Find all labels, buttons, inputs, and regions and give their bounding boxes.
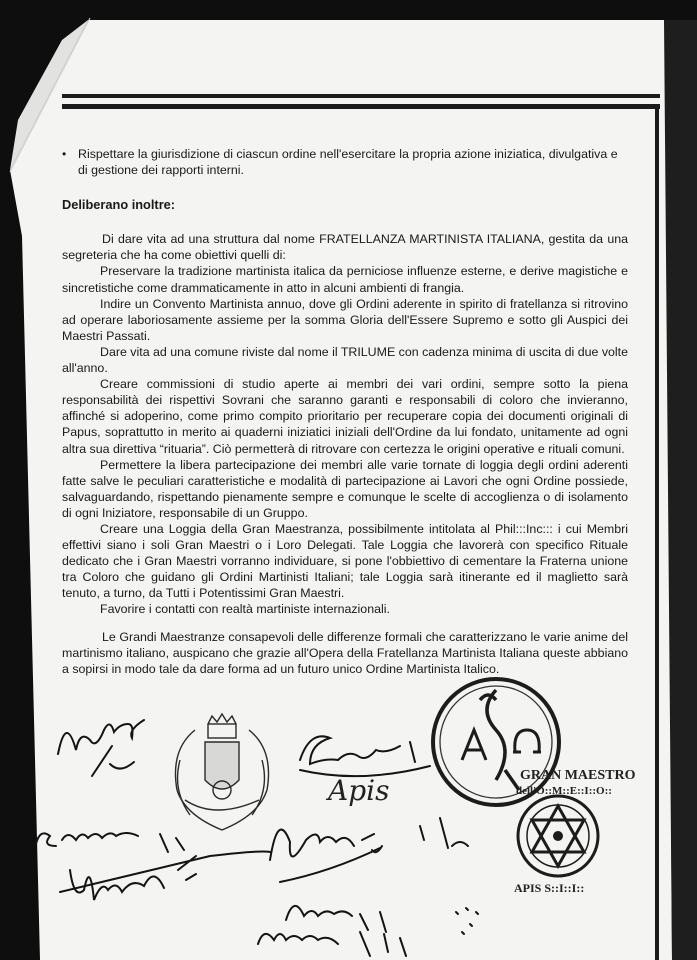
section-heading: Deliberano inoltre: (62, 197, 176, 213)
paragraph-struttura: Di dare vita ad una struttura dal nome FRATELLANZA MARTINISTA ITALIANA, gestita da una segreteria che ha come obiettivi quelli di: (62, 232, 628, 263)
paragraph-trilume: Dare vita ad una comune riviste dal nome il TRILUME con cadenza minima di uscita di due volte all'anno. (62, 344, 629, 376)
bullet-dot: • (62, 147, 67, 161)
ordine-label: dell'O::M::E::I::O:: (516, 785, 612, 797)
gran-maestro-label: GRAN MAESTRO (520, 768, 636, 783)
crest-emblem (175, 714, 268, 830)
paragraph-partecipazione: Permettere la libera partecipazione dei membri alle varie tornate di loggia degli ordini aderenti fatte salve le peculiari caratteristiche e modalità di partecipazione ai Lavori che ogni Ordine possiede, salvaguardando, rispettando pienamente sempre e comunque le scelte di accoglienza o di isolamento di ogni Iniziatore, responsabile di un Gruppo. (62, 457, 628, 520)
closing-paragraph: Le Grandi Maestranze consapevoli delle differenze formali che caratterizzano le varie anime del martinismo italiano, auspicano che grazie all'Opera della Fratellanza Martinista Italiana queste abbiano a sopirsi in modo tale da dare forma ad un futuro unico Ordine Martinista Italico. (62, 629, 628, 676)
signature-apis-handwritten: Apis (328, 774, 390, 807)
paragraph-preservare: Preservare la tradizione martinista italica da perniciose influenze esterne, e derive magistiche e sincretistiche come drammaticamente in atto in alcuni ambienti di frangia. (62, 264, 628, 295)
paragraph-contatti: Favorire i contatti con realtà martiniste internazionali. (100, 602, 390, 617)
bullet-text: Rispettare la giurisdizione di ciascun ordine nell'esercitare la propria azione iniziatica, divulgativa e di gestione dei rapporti interni. (78, 147, 618, 178)
paragraph-loggia: Creare una Loggia della Gran Maestranza, possibilmente intitolata al Phil:::Inc::: i cui Membri effettivi siano i soli Gran Maestri o i Loro Delegati. Tale Loggia che lavorerà con specifico Rituale dedicato che i Gran Maestri vorranno individuare, si pone l'obbiettivo di cementare la Fraterna unione tra Coloro che guidano gli Ordini Martinisti Italiani; tale Loggia sarà itinerante ed il maglietto sarà tenuto, a turno, da Tutti i Potentissimi Gran Maestri. (62, 521, 628, 601)
paragraph-commissioni: Creare commissioni di studio aperte ai membri dei vari ordini, sempre sotto la piena responsabilità dei rispettivi Sovrani che saranno garanti e responsabili di coloro che invieranno, affinché si adoperino, come primo compito prioritario per recuperare copia dei documenti originali di Papus, soprattutto in merito ai quaderni iniziatici iniziali dell'Ordine da lui fondato, unitamente ad ogni altra sua direttiva “rituaria”. Ciò permetterà di ritrovare con certezza le origini operative e rituali comuni. (62, 377, 628, 456)
apis-hexagram-seal (518, 796, 598, 876)
paragraph-convento: Indire un Convento Martinista annuo, dove gli Ordini aderente in spirito di fratellanza si ritrovino ad operare laboriosamente assieme per la somma Gloria dell'Essere Supremo e sotto gli Auspici dei Maestri Passati. (62, 296, 628, 343)
apis-seal-label: APIS S::I::I:: (514, 881, 585, 895)
